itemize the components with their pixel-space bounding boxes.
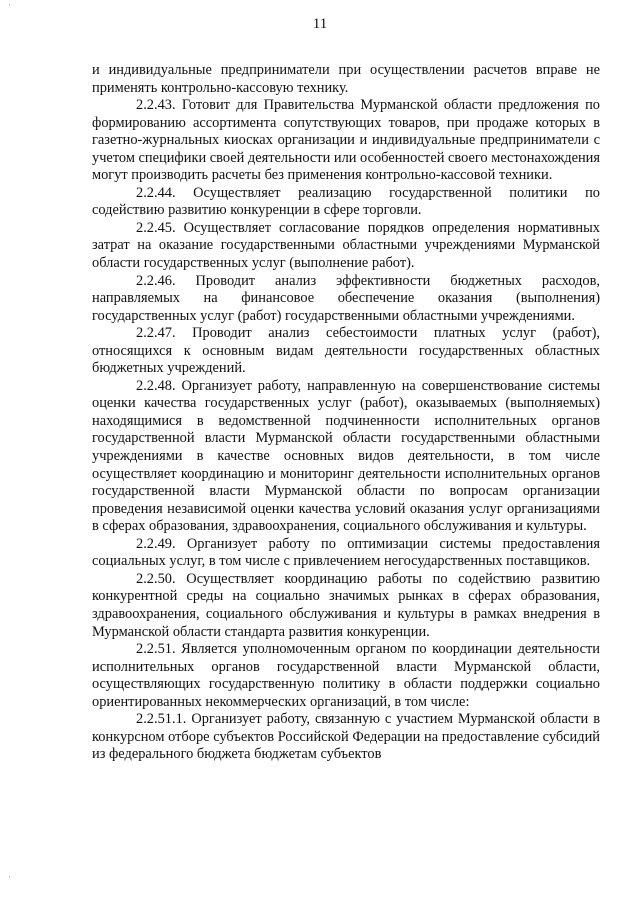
paragraph-2-2-43: 2.2.43. Готовит для Правительства Мурманской области предложения по формированию ассортимента сопутствующих товаров, при продаже которых в газетно-журнальных киосках организации и индивидуальные предприниматели с учетом специфики своей деятельности или особенностей своего местонахождения могут производить расчеты без применения контрольно-кассовой техники. <box>92 97 600 184</box>
paragraph-2-2-47: 2.2.47. Проводит анализ себестоимости платных услуг (работ), относящихся к основным видам деятельности государственных областных бюджетных учреждений. <box>92 325 600 377</box>
paragraph-2-2-51: 2.2.51. Является уполномоченным органом по координации деятельности исполнительных органов государственной власти Мурманской области, осуществляющих государственную политику в области поддержки социально ориентированных некоммерческих организаций, в том числе: <box>92 641 600 710</box>
paragraph-2-2-51-1: 2.2.51.1. Организует работу, связанную с участием Мурманской области в конкурсном отборе субъектов Российской Федерации на предоставление субсидий из федерального бюджета бюджетам субъектов <box>92 711 600 763</box>
document-body <box>92 62 600 764</box>
paragraph-2-2-45: 2.2.45. Осуществляет согласование порядков определения нормативных затрат на оказание государственными областными учреждениями Мурманской области государственных услуг (выполнение работ). <box>92 219 600 272</box>
paragraph-continuation: и индивидуальные предприниматели при осуществлении расчетов вправе не применять контрольно-кассовую технику. <box>92 62 600 96</box>
scan-mark-top: · <box>8 0 11 10</box>
page-number: 11 <box>312 16 328 32</box>
paragraph-2-2-48: 2.2.48. Организует работу, направленную на совершенствование системы оценки качества государственных услуг (работ), оказываемых (выполняемых) находящимися в ведомственной подчиненности исполнительных органов государственной власти Мурманской области государственными областными учреждениями в качестве основных видов деятельности, в том числе осуществляет координацию и мониторинг деятельности исполнительных органов государственной власти Мурманской области по вопросам организации проведения независимой оценки качества условий оказания услуг организациями в сферах образования, здравоохранения, социального обслуживания и культуры. <box>92 377 600 535</box>
scan-mark-bottom: · <box>8 872 11 882</box>
paragraph-2-2-44: 2.2.44. Осуществляет реализацию государственной политики по содействию развитию конкуренции в сфере торговли. <box>92 184 600 219</box>
paragraph-2-2-46: 2.2.46. Проводит анализ эффективности бюджетных расходов, направляемых на финансовое обеспечение оказания (выполнения) государственных услуг (работ) государственными областными учреждениями. <box>92 272 600 324</box>
paragraph-2-2-49: 2.2.49. Организует работу по оптимизации системы предоставления социальных услуг, в том числе с привлечением негосударственных поставщиков. <box>92 535 600 570</box>
paragraph-2-2-50: 2.2.50. Осуществляет координацию работы по содействию развитию конкурентной среды на социально значимых рынках в сферах образования, здравоохранения, социального обслуживания и культуры в рамках внедрения в Мурманской области стандарта развития конкуренции. <box>92 570 600 640</box>
